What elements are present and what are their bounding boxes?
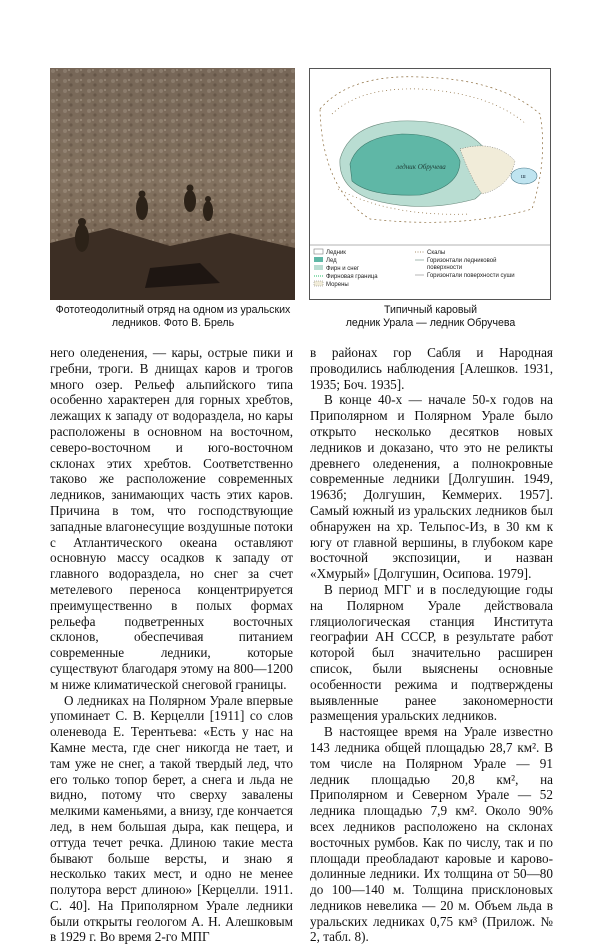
- map-legend: [314, 249, 515, 288]
- right-text-column: [310, 345, 553, 945]
- glacier-expedition-photo: [50, 68, 295, 300]
- svg-text:поверхности: поверхности: [427, 265, 463, 271]
- left-text-column: [50, 345, 293, 945]
- map-caption-line-2: ледник Урала — ледник Обручева: [345, 317, 516, 329]
- map-caption-line-1: Типичный каровый: [383, 304, 478, 316]
- glacier-label: ледник Обручева: [396, 163, 446, 171]
- svg-text:Фирновая граница: Фирновая граница: [326, 274, 378, 280]
- photo-caption: Фототеодолитный отряд на одном из уральских ледников. Фото В. Брель: [55, 304, 291, 329]
- paragraph: в районах гор Сабля и Народная проводились наблюдения [Алешков. 1931, 1935; Боч. 1935].: [310, 345, 553, 392]
- svg-text:Горизонтали поверхности суши: Горизонтали поверхности суши: [427, 273, 515, 279]
- svg-text:Морены: Морены: [326, 282, 349, 288]
- svg-text:Скалы: Скалы: [427, 250, 446, 256]
- paragraph: В настоящее время на Урале известно 143 ледника общей площадью 28,7 км². В том числе на Полярном Урале — 91 ледник площадью 20,8 км², на Приполярном и Северном Урале — 52 ледника площадью 7,9 км². Около 90% всех ледников расположено на склонах восточных румбов. Как по числу, так и по площади преобладают каровые и карово-долинные ледники. Их толщина от 50—80 до 100—140 м. Толщина присклоновых ледников невелика — 20 м. Объем льда в уральских ледниках 0,75 км³ (Прилож. № 2, табл. 8).: [310, 724, 553, 945]
- svg-text:Ледник: Ледник: [326, 250, 346, 256]
- glacier-map: [309, 68, 551, 300]
- paragraph: О ледниках на Полярном Урале впервые упоминает С. В. Керцелли [1911] со слов оленевода Е. Терентьева: «Есть у нас на Камне места, где снег никогда не тает, и там уже не снег, а такой твердый лед, что его только топор берет, а снега и льда не видно, потому что сверху завалены мелкими каменьями, а внизу, где кончается лед, в нем большая дыра, как пещера, и оттуда течет речка. Длиною такие места бывают больше версты, и знаю я несколько таких мест, и одно не менее полутора верст длиною» [Керцелли. 1911. С. 40]. На Приполярном Урале ледники были открыты геологом А. Н. Алешковым в 1929 г. Во время 2-го МПГ: [50, 692, 293, 945]
- paragraph: него оледенения, — кары, острые пики и гребни, троги. В днищах каров и трогов много озер. Рельеф альпийского типа особенно характерен для горных хребтов, лежащих к западу от водораздела, но кары расположены в основном на восточном, северо-восточном и юго-восточном склонах этих хребтов. Соответственно таково же расположение современных ледников, занимающих часть этих каров. Причина в том, что господствующие западные влагонесущие воздушные потоки с Атлантического океана оставляют основную массу осадков к западу от главного водораздела, но снег за счет метелевого переноса концентрируется преимущественно в полых формах рельефа подветренных восточных склонов, обеспечивая питанием современные ледники, которые существуют благодаря этому на 800—1200 м ниже климатической снеговой границы.: [50, 345, 293, 692]
- map-caption: [308, 304, 553, 330]
- paragraph: В конце 40-х — начале 50-х годов на Приполярном и Полярном Урале было открыто несколько десятков новых ледников и доказано, что это не реликты древнего оледенения, а полнокровные современные ледники [Долгушин. 1949, 1963б; Долгушин, Кеммерих. 1957]. Самый южный из уральских ледников был обнаружен на хр. Тельпос-Из, в 30 км к югу от главной вершины, в глубоком каре восточной экспозиции, и назван «Хмурый» [Долгушин, Осипова. 1979].: [310, 392, 553, 582]
- lake-label: ш: [521, 174, 526, 180]
- svg-text:Лед: Лед: [326, 258, 337, 264]
- svg-text:Горизонтали ледниковой: Горизонтали ледниковой: [427, 258, 497, 264]
- svg-text:Фирн и снег: Фирн и снег: [326, 266, 360, 272]
- paragraph: В период МГГ и в последующие годы на Полярном Урале действовала гляциологическая станция Института географии АН СССР, в результате работ которой был значительно расширен список, были выяснены основные особенности режима и подтверждены выявленные ранее закономерности размещения уральских ледников.: [310, 581, 553, 724]
